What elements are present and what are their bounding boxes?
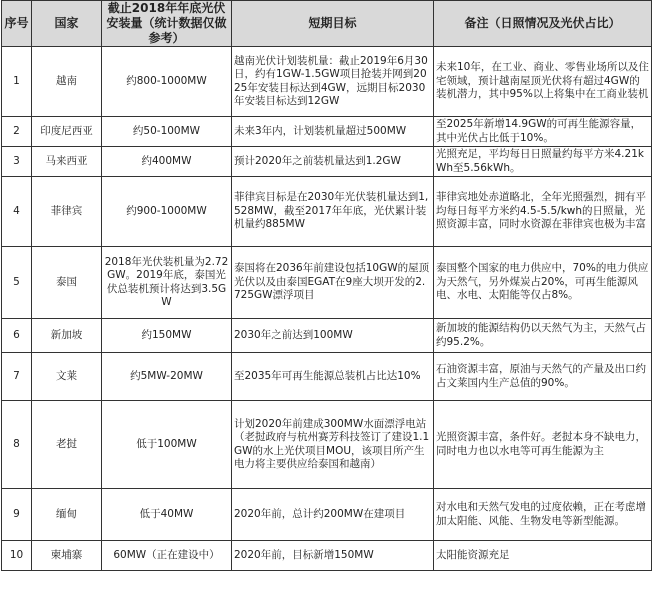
cell-target: 越南光伏计划装机量：截止2019年6月30日，约有1GW-1.5GW项目抢装并网到2025年安装目标达到4GW，远期目标2030年安装目标达到12GW (232, 47, 434, 117)
cell-target: 泰国将在2036年前建设包括10GW的屋顶光伏以及由泰国EGAT在9座大坝开发的2.725GW漂浮项目 (232, 247, 434, 319)
southeast-asia-pv-table (1, 0, 652, 571)
cell-target: 至2035年可再生能源总装机占比达10% (232, 353, 434, 401)
cell-no: 5 (2, 247, 32, 319)
table-row (2, 47, 652, 117)
cell-remarks: 对水电和天然气发电的过度依赖，正在考虑增加太阳能、风能、生物发电等新型能源。 (434, 489, 652, 541)
cell-target: 2030年之前达到100MW (232, 319, 434, 353)
table-row (2, 319, 652, 353)
header-target: 短期目标 (232, 1, 434, 47)
cell-country: 马来西亚 (32, 147, 102, 177)
cell-target: 菲律宾目标是在2030年光伏装机量达到1,528MW，截至2017年年底，光伏累计装机量约885MW (232, 177, 434, 247)
cell-remarks: 石油资源丰富，原油与天然气的产量及出口约占文莱国内生产总值的90%。 (434, 353, 652, 401)
cell-remarks: 泰国整个国家的电力供应中，70%的电力供应为天然气，另外煤炭占20%，可再生能源风电、水电、太阳能等仅占8%。 (434, 247, 652, 319)
cell-remarks: 太阳能资源充足 (434, 541, 652, 571)
cell-remarks: 未来10年，在工业、商业、零售业场所以及住宅领域，预计越南屋顶光伏将有超过4GW的装机潜力，其中95%以上将集中在工商业装机 (434, 47, 652, 117)
cell-country: 越南 (32, 47, 102, 117)
header-country: 国家 (32, 1, 102, 47)
table-row (2, 401, 652, 489)
cell-country: 印度尼西亚 (32, 117, 102, 147)
table-row (2, 353, 652, 401)
cell-no: 1 (2, 47, 32, 117)
cell-capacity: 约150MW (102, 319, 232, 353)
cell-no: 7 (2, 353, 32, 401)
cell-country: 菲律宾 (32, 177, 102, 247)
cell-capacity: 约5MW-20MW (102, 353, 232, 401)
cell-country: 文莱 (32, 353, 102, 401)
cell-remarks: 菲律宾地处赤道略北，全年光照强烈，拥有平均每日每平方米约4.5-5.5/kwh的日照量，光照资源丰富，同时水资源在菲律宾也极为丰富 (434, 177, 652, 247)
cell-target: 2020年前，目标新增150MW (232, 541, 434, 571)
cell-capacity: 60MW（正在建设中） (102, 541, 232, 571)
cell-no: 4 (2, 177, 32, 247)
header-capacity: 截止2018年年底光伏安装量（统计数据仅做参考） (102, 1, 232, 47)
cell-capacity: 约400MW (102, 147, 232, 177)
cell-capacity: 约900-1000MW (102, 177, 232, 247)
cell-no: 2 (2, 117, 32, 147)
cell-capacity: 2018年光伏装机量为2.72GW。2019年底，泰国光伏总装机预计将达到3.5GW (102, 247, 232, 319)
cell-target: 未来3年内，计划装机量超过500MW (232, 117, 434, 147)
cell-target: 2020年前，总计约200MW在建项目 (232, 489, 434, 541)
cell-remarks: 新加坡的能源结构仍以天然气为主，天然气占约95.2%。 (434, 319, 652, 353)
header-remarks: 备注（日照情况及光伏占比） (434, 1, 652, 47)
cell-country: 柬埔寨 (32, 541, 102, 571)
cell-remarks: 光照资源丰富，条件好。老挝本身不缺电力，同时电力也以水电等可再生能源为主 (434, 401, 652, 489)
cell-no: 6 (2, 319, 32, 353)
table-row (2, 147, 652, 177)
cell-remarks: 至2025年新增14.9GW的可再生能源容量，其中光伏占比低于10%。 (434, 117, 652, 147)
cell-target: 计划2020年前建成300MW水面漂浮电站（老挝政府与杭州赛芳科技签订了建设1.1GW的水上光伏项目MOU，该项目所产生电力将主要供应给泰国和越南） (232, 401, 434, 489)
cell-remarks: 光照充足，平均每日日照量约每平方米4.21kWh至5.56kWh。 (434, 147, 652, 177)
header-no: 序号 (2, 1, 32, 47)
cell-no: 8 (2, 401, 32, 489)
table-row (2, 489, 652, 541)
cell-country: 新加坡 (32, 319, 102, 353)
table-row (2, 541, 652, 571)
cell-no: 3 (2, 147, 32, 177)
cell-country: 老挝 (32, 401, 102, 489)
table-row (2, 117, 652, 147)
table-row (2, 247, 652, 319)
cell-country: 缅甸 (32, 489, 102, 541)
cell-country: 泰国 (32, 247, 102, 319)
cell-capacity: 低于40MW (102, 489, 232, 541)
cell-no: 10 (2, 541, 32, 571)
table-row (2, 177, 652, 247)
cell-capacity: 约50-100MW (102, 117, 232, 147)
cell-target: 预计2020年之前装机量达到1.2GW (232, 147, 434, 177)
header-row (2, 1, 652, 47)
cell-capacity: 低于100MW (102, 401, 232, 489)
cell-no: 9 (2, 489, 32, 541)
cell-capacity: 约800-1000MW (102, 47, 232, 117)
